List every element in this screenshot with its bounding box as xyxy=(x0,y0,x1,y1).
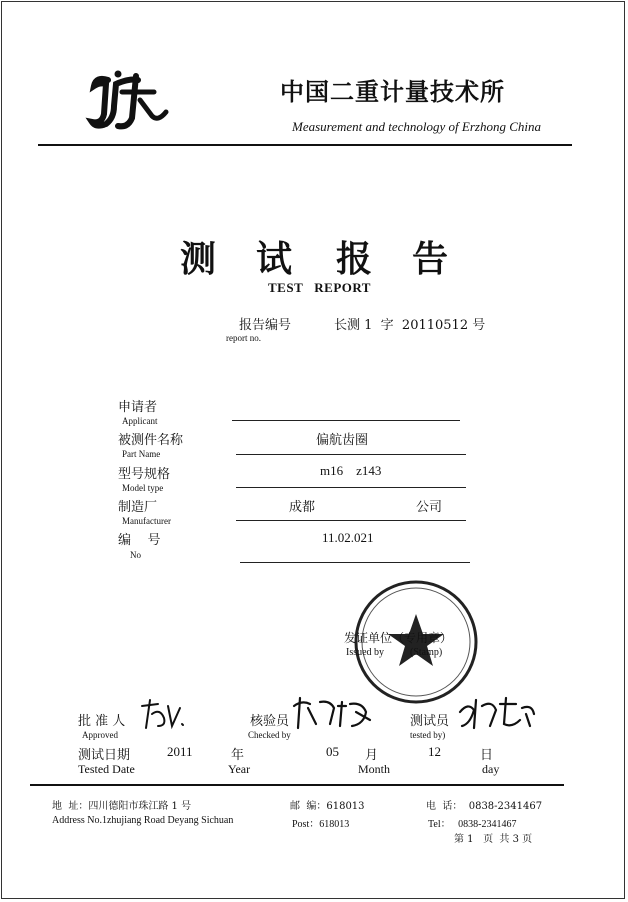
tested-date-label-cn: 测试日期 xyxy=(78,748,131,763)
title-char-1: 测 xyxy=(180,239,217,280)
logo-icon xyxy=(78,66,174,134)
tester-signature-icon xyxy=(456,694,538,734)
address-cn: 地 址：四川德阳市珠江路 1 号 xyxy=(52,801,192,812)
tel-en: Tel： 0838-2341467 xyxy=(428,819,517,830)
stamp-en: (Stamp) xyxy=(410,647,443,658)
stamp-issued-cn: 发证单位（专用章） xyxy=(344,631,453,645)
address-en: Address No.1zhujiang Road Deyang Sichuan xyxy=(52,815,234,826)
tested-month-en: Month xyxy=(358,762,391,776)
checker-signature-icon xyxy=(290,694,374,734)
tested-label-en: tested by) xyxy=(410,730,446,740)
tested-year-en: Year xyxy=(228,762,251,776)
approved-label-cn: 批 准 人 xyxy=(78,714,126,729)
part-name-line xyxy=(236,454,466,455)
manufacturer-label-en: Manufacturer xyxy=(122,516,171,526)
manufacturer-suffix: 公司 xyxy=(416,500,443,515)
stamp-issued-by: Issued by xyxy=(346,647,385,658)
part-name-label-cn: 被测件名称 xyxy=(118,433,184,448)
org-name-cn: 中国二重计量技术所 xyxy=(280,78,505,106)
manufacturer-line xyxy=(236,520,466,521)
report-no-value: 长测 1 字 20110512 号 xyxy=(334,318,486,333)
number-label-en: No xyxy=(130,550,141,560)
header-rule xyxy=(38,144,572,146)
post-en: Post：618013 xyxy=(292,819,350,830)
approver-signature-icon xyxy=(138,696,186,732)
number-line xyxy=(240,562,470,563)
tested-label-cn: 测试员 xyxy=(410,714,450,729)
checked-label-en: Checked by xyxy=(248,730,291,740)
tested-year-value: 2011 xyxy=(167,744,193,759)
post-cn: 邮 编：618013 xyxy=(290,801,365,812)
model-type-label-en: Model type xyxy=(122,483,164,493)
title-en: TEST REPORT xyxy=(268,280,371,295)
checked-label-cn: 核验员 xyxy=(250,714,290,729)
title-char-2: 试 xyxy=(256,239,293,280)
tested-day-en: day xyxy=(482,762,500,776)
applicant-label-en: Applicant xyxy=(122,416,158,426)
org-name-en: Measurement and technology of Erzhong China xyxy=(292,119,542,134)
manufacturer-city: 成都 xyxy=(289,500,316,515)
number-value: 11.02.021 xyxy=(322,530,374,545)
tested-month-cn: 月 xyxy=(365,748,379,763)
report-no-label-cn: 报告编号 xyxy=(239,318,292,333)
approved-label-en: Approved xyxy=(82,730,118,740)
number-label-cn: 编 号 xyxy=(118,533,161,548)
applicant-label-cn: 申请者 xyxy=(118,400,158,415)
report-no-label-en: report no. xyxy=(226,333,261,343)
tested-year-cn: 年 xyxy=(231,748,245,763)
title-char-4: 告 xyxy=(412,239,449,280)
applicant-line xyxy=(232,420,460,421)
tested-month-value: 05 xyxy=(326,744,339,759)
model-type-line xyxy=(236,487,466,488)
model-type-label-cn: 型号规格 xyxy=(118,467,171,482)
manufacturer-label-cn: 制造厂 xyxy=(118,500,158,515)
title-char-3: 报 xyxy=(336,239,373,280)
tel-cn: 电 话： 0838-2341467 xyxy=(426,801,543,812)
part-name-label-en: Part Name xyxy=(122,449,161,459)
tested-day-cn: 日 xyxy=(480,748,494,763)
footer-rule xyxy=(30,784,564,786)
part-name-value: 偏航齿圈 xyxy=(316,433,369,448)
tested-date-label-en: Tested Date xyxy=(78,762,135,776)
tested-day-value: 12 xyxy=(428,744,441,759)
model-type-value: m16 z143 xyxy=(320,463,382,478)
page-number: 第 1 页 共 3 页 xyxy=(454,834,533,845)
